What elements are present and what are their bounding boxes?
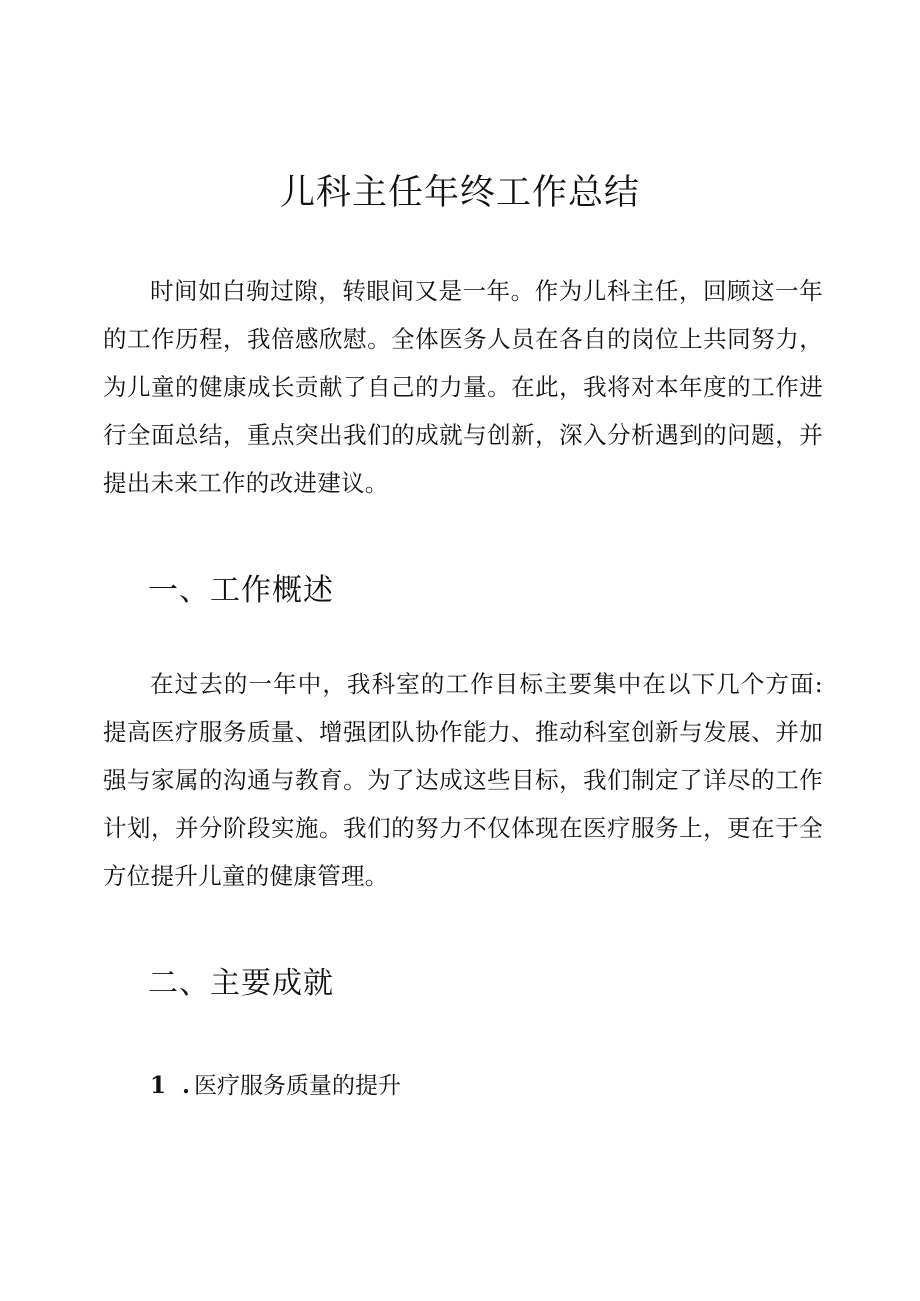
document-title: 儿科主任年终工作总结 [279,173,640,213]
section-heading-achievements: 二、主要成就 [148,966,334,1001]
intro-paragraph: 时间如白驹过隙，转眼间又是一年。作为儿科主任，回顾这一年的工作历程，我倍感欣慰。全体医务人员在各自的岗位上共同努力，为儿童的健康成长贡献了自己的力量。在此，我将对本年度的工作进行全面总结，重点突出我们的成就与创新，深入分析遇到的问题，并提出未来工作的改进建议。 [103,277,823,497]
section-heading-overview: 一、工作概述 [148,573,334,608]
subsection-heading-service-quality [150,1066,401,1106]
subsection-number: 1 . [150,1072,195,1099]
overview-paragraph: 在过去的一年中，我科室的工作目标主要集中在以下几个方面:提高医疗服务质量、增强团队协作能力、推动科室创新与发展、并加强与家属的沟通与教育。为了达成这些目标，我们制定了详尽的工作计划，并分阶段实施。我们的努力不仅体现在医疗服务上，更在于全方位提升儿童的健康管理。 [103,670,823,890]
subsection-title: 医疗服务质量的提升 [194,1073,402,1099]
